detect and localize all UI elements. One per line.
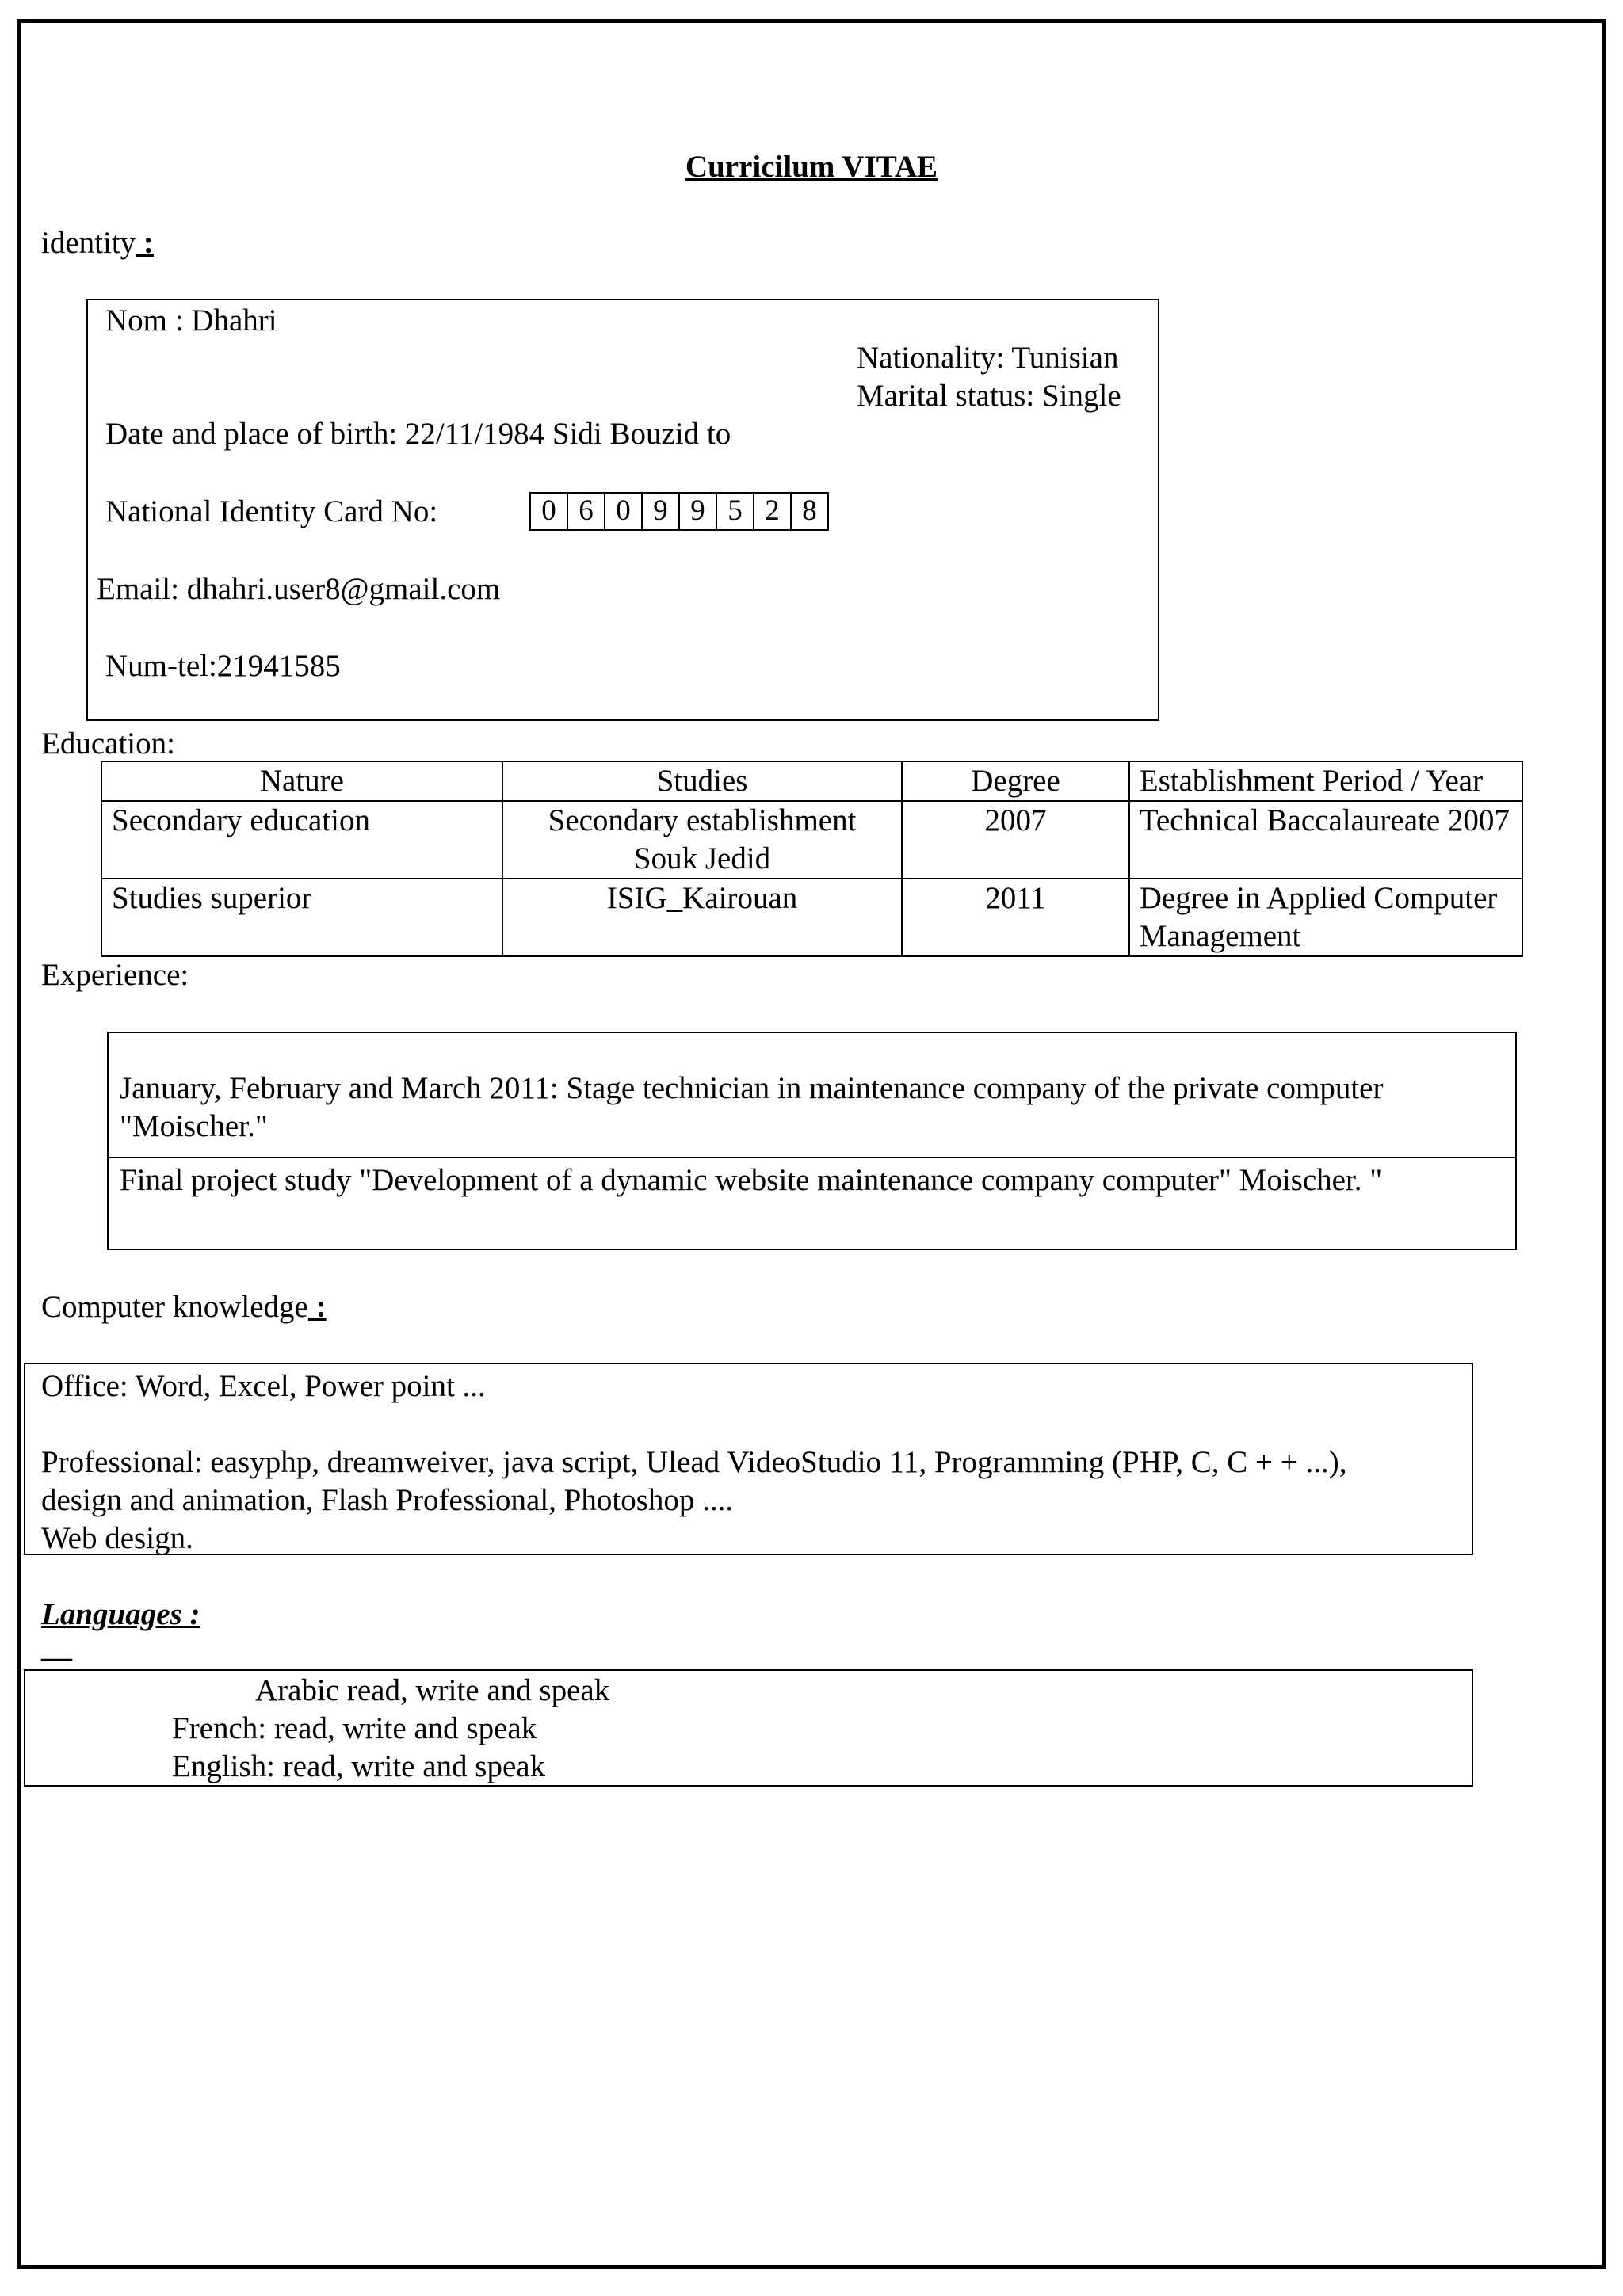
web-skills: Web design. [41,1521,193,1555]
education-table [101,761,1523,957]
table-row [101,879,1522,956]
col-header-nature: Nature [101,761,502,801]
col-header-studies: Studies [502,761,902,801]
experience-heading: Experience: [41,958,189,992]
computer-heading [41,1288,327,1326]
computer-box [24,1363,1473,1555]
id-digit: 5 [717,494,754,529]
education-heading: Education: [41,727,175,761]
table-cell: ISIG_Kairouan [502,879,902,956]
table-header-row [101,761,1522,801]
professional-skills-cont: design and animation, Flash Professional, Photoshop .... [41,1483,734,1517]
table-row [101,801,1522,879]
nationality-field: Nationality: Tunisian [857,341,1119,375]
table-cell: Secondary education [101,801,502,879]
language-english: English: read, write and speak [172,1749,546,1783]
experience-table [107,1032,1517,1250]
id-card-digits [529,492,829,531]
id-digit: 6 [568,494,605,529]
id-digit: 0 [605,494,643,529]
col-header-degree: Degree [902,761,1129,801]
language-arabic: Arabic read, write and speak [255,1673,610,1707]
marital-status-field: Marital status: Single [857,379,1121,413]
id-digit: 9 [643,494,680,529]
id-digit: 9 [680,494,717,529]
table-cell: 2007 [902,801,1129,879]
id-card-label: National Identity Card No: [105,494,438,528]
languages-heading: Languages : [41,1597,200,1631]
language-french: French: read, write and speak [172,1711,537,1745]
phone-field: Num-tel:21941585 [105,649,341,683]
professional-skills: Professional: easyphp, dreamweiver, java script, Ulead VideoStudio 11, Programming (PHP, C, C + + ...), [41,1445,1347,1479]
table-cell: Technical Baccalaureate 2007 [1129,801,1522,879]
table-cell: Degree in Applied Computer Management [1129,879,1522,956]
experience-item: Final project study "Development of a dynamic website maintenance company computer" Moischer. " [120,1163,1383,1197]
identity-heading-colon: : [136,226,154,260]
birth-field: Date and place of birth: 22/11/1984 Sidi Bouzid to [105,417,731,451]
experience-item: January, February and March 2011: Stage technician in maintenance company of the private computer "Moischer." [109,1033,1515,1158]
table-cell: Studies superior [101,879,502,956]
table-cell: 2011 [902,879,1129,956]
id-digit: 8 [792,494,829,529]
identity-heading-text: identity [41,226,136,260]
email-field: Email: dhahri.user8@gmail.com [97,572,501,606]
table-cell: Secondary establishment Souk Jedid [502,801,902,879]
id-digit: 0 [531,494,568,529]
identity-heading [41,224,154,262]
spacer [41,1405,1456,1444]
col-header-establishment: Establishment Period / Year [1129,761,1522,801]
id-digit: 2 [754,494,792,529]
nom-field: Nom : Dhahri [105,303,277,338]
languages-underscore: __ [41,1630,72,1664]
computer-heading-text: Computer knowledge [41,1290,308,1324]
office-skills: Office: Word, Excel, Power point ... [41,1369,486,1403]
computer-heading-colon: : [307,1290,327,1324]
page-title: Curricilum VITAE [685,150,938,184]
